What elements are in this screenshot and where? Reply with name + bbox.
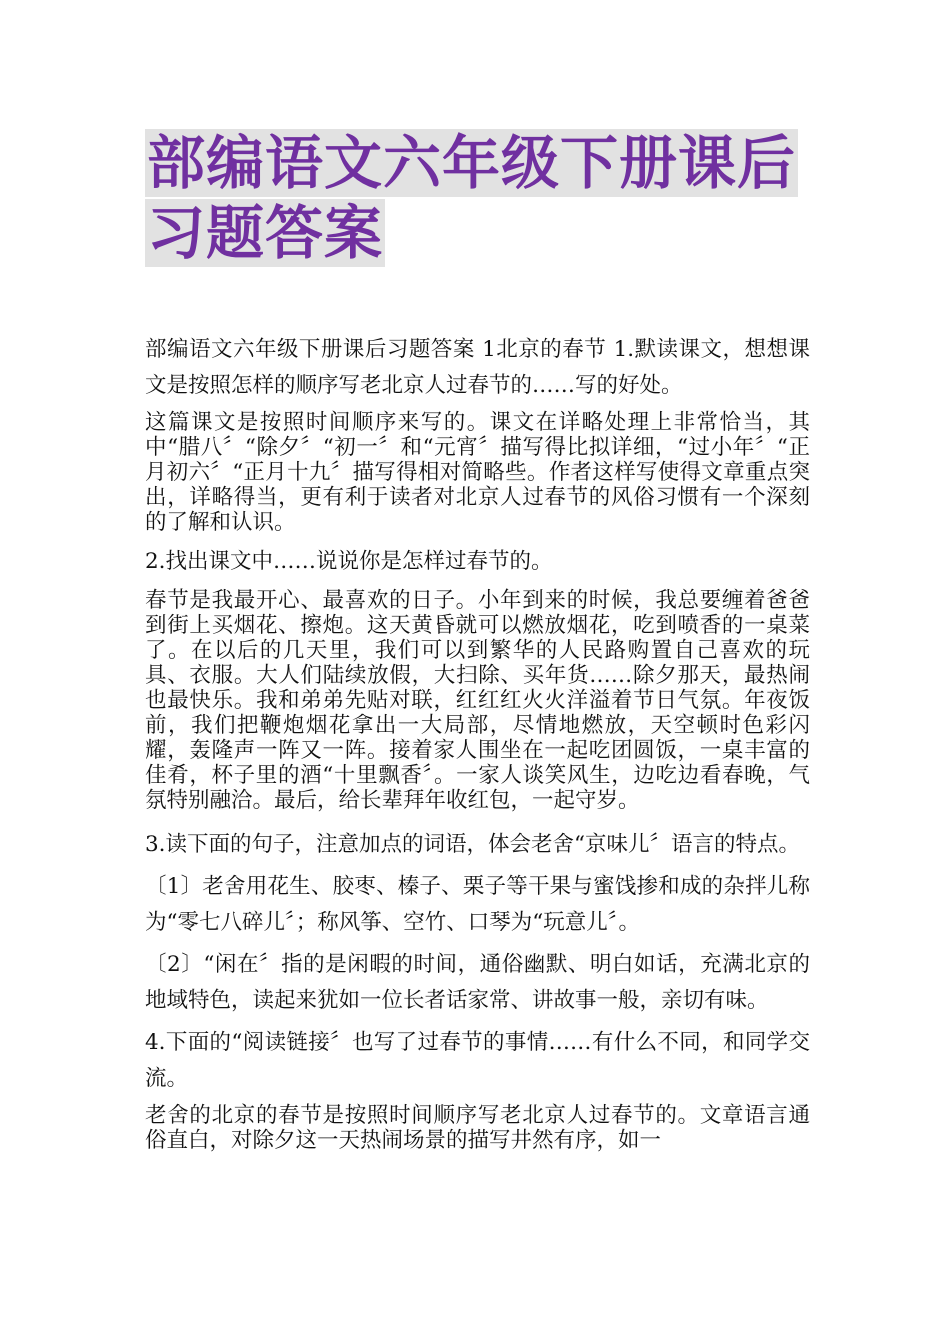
paragraph-answer-1: 这篇课文是按照时间顺序来写的。课文在详略处理上非常恰当，其中“腊八〞“除夕〞“初一〞和“元宵〞描写得比拟详细，“过小年〞“正月初六〞“正月十九〞描写得相对简略些。作者这样写使得文章重点突出，详略得当，更有利于读者对北京人过春节的风俗习惯有一个深刻的了解和认识。 bbox=[145, 410, 810, 535]
paragraph-answer-2: 春节是我最开心、最喜欢的日子。小年到来的时候，我总要缠着爸爸到街上买烟花、擦炮。这天黄昏就可以燃放烟花，吃到喷香的一桌菜了。在以后的几天里，我们可以到繁华的人民路购置自己喜欢的玩具、衣服。大人们陆续放假，大扫除、买年货……除夕那天，最热闹也最快乐。我和弟弟先贴对联，红红红火火洋溢着节日气氛。年夜饭前，我们把鞭炮烟花拿出一大局部，尽情地燃放，天空顿时色彩闪耀，轰隆声一阵又一阵。接着家人围坐在一起吃团圆饭，一桌丰富的佳肴，杯子里的酒“十里飘香〞。一家人谈笑风生，边吃边看春晚，气氛特别融洽。最后，给长辈拜年收红包，一起守岁。 bbox=[145, 588, 810, 813]
paragraph-intro-question-1: 部编语文六年级下册课后习题答案 1北京的春节 1.默读课文，想想课文是按照怎样的顺序写老北京人过春节的……写的好处。 bbox=[145, 337, 810, 398]
paragraph-question-4: 4.下面的“阅读链接〞也写了过春节的事情……有什么不同，和同学交流。 bbox=[145, 1030, 810, 1091]
document-body bbox=[145, 332, 810, 1159]
paragraph-question-3: 3.读下面的句子，注意加点的词语，体会老舍“京味儿〞语言的特点。 bbox=[145, 832, 801, 857]
paragraph-answer-4: 老舍的北京的春节是按照时间顺序写老北京人过春节的。文章语言通俗直白，对除夕这一天热闹场景的描写井然有序，如一 bbox=[145, 1103, 810, 1153]
paragraph-answer-3-1: 〔1〕老舍用花生、胶枣、榛子、栗子等干果与蜜饯掺和成的杂拌儿称为“零七八碎儿〞；称风筝、空竹、口琴为“玩意儿〞。 bbox=[145, 874, 810, 935]
paragraph-question-2: 2.找出课文中……说说你是怎样过春节的。 bbox=[145, 549, 553, 574]
document-title-text: 部编语文六年级下册课后习题答案 bbox=[147, 129, 797, 267]
document-title bbox=[145, 128, 825, 268]
paragraph-answer-3-2: 〔2〕“闲在〞指的是闲暇的时间，通俗幽默、明白如话，充满北京的地域特色，读起来犹如一位长者话家常、讲故事一般，亲切有味。 bbox=[145, 952, 810, 1013]
